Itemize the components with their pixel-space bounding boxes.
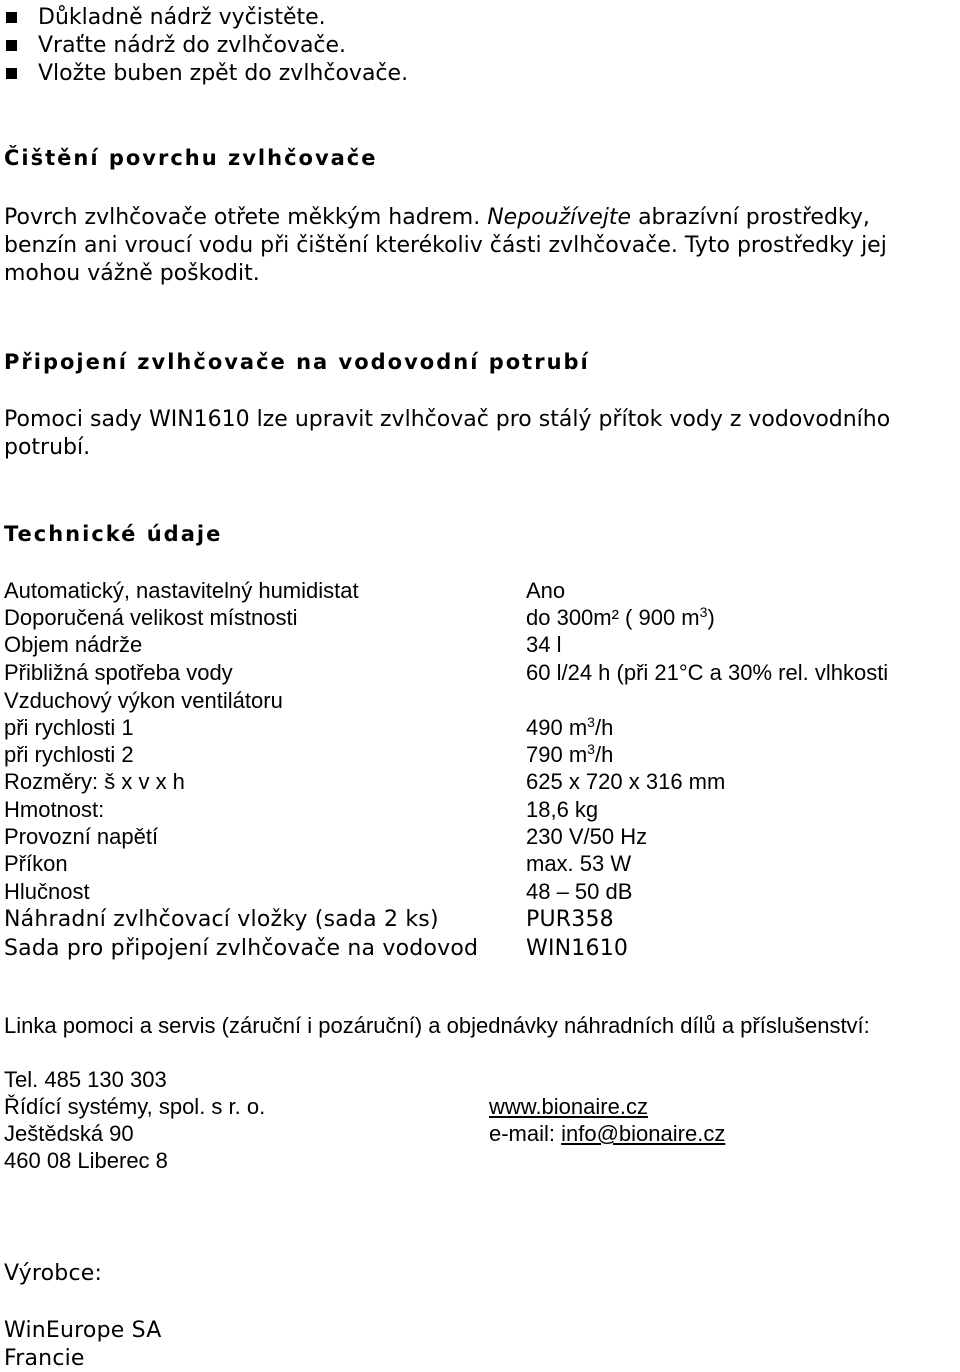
spec-label: při rychlosti 1 — [4, 715, 134, 740]
square-bullet-icon — [6, 68, 17, 79]
spec-label: Vzduchový výkon ventilátoru — [4, 688, 283, 713]
service-city: 460 08 Liberec 8 — [4, 1148, 168, 1173]
spec-value-main: do 300m² ( 900 m — [526, 605, 700, 630]
connection-heading: Připojení zvlhčovače na vodovodní potrubí — [4, 350, 590, 374]
spec-row — [4, 688, 944, 715]
spec-label: Sada pro připojení zvlhčovače na vodovod — [4, 936, 479, 961]
email-link[interactable]: info@bionaire.cz — [561, 1121, 726, 1146]
spec-label: Přibližná spotřeba vody — [4, 660, 233, 685]
spec-value-suffix: /h — [594, 715, 614, 740]
connection-line-1: Pomoci sady WIN1610 lze upravit zvlhčovač pro stálý přítok vody z vodovodního — [4, 407, 891, 432]
spec-value — [526, 715, 613, 741]
connection-paragraph — [4, 406, 890, 462]
spec-value: PUR358 — [526, 907, 614, 932]
list-item-text: Vraťte nádrž do zvlhčovače. — [38, 33, 347, 58]
email-label: e-mail: — [489, 1121, 562, 1146]
instruction-list — [0, 4, 408, 88]
list-item — [0, 4, 408, 32]
website-link[interactable]: www.bionaire.cz — [489, 1094, 648, 1119]
spec-value: 230 V/50 Hz — [526, 824, 648, 849]
spec-value-superscript: 3 — [587, 741, 595, 757]
cleaning-line-1 — [4, 204, 887, 232]
spec-value-suffix: /h — [594, 742, 614, 767]
square-bullet-icon — [6, 12, 17, 23]
service-company: Řídící systémy, spol. s r. o. — [4, 1094, 266, 1119]
spec-value: 48 – 50 dB — [526, 879, 633, 904]
specs-heading: Technické údaje — [4, 522, 223, 546]
cleaning-line-1-start: Povrch zvlhčovače otřete měkkým hadrem. — [4, 205, 488, 230]
list-item-text: Vložte buben zpět do zvlhčovače. — [38, 61, 409, 86]
square-bullet-icon — [6, 40, 17, 51]
cleaning-paragraph — [4, 204, 887, 288]
spec-row — [4, 632, 944, 659]
spec-value — [526, 742, 613, 768]
spec-row — [4, 797, 944, 824]
spec-value: max. 53 W — [526, 851, 632, 876]
service-intro: Linka pomoci a servis (záruční i pozáruční) a objednávky náhradních dílů a příslušenství: — [4, 1013, 870, 1038]
spec-value: 625 x 720 x 316 mm — [526, 769, 726, 794]
manufacturer-label: Výrobce: — [4, 1261, 103, 1286]
cleaning-line-1-end: abrazívní prostředky, — [631, 205, 870, 230]
spec-label: při rychlosti 2 — [4, 742, 134, 767]
spec-value: 34 l — [526, 632, 562, 657]
spec-value: 18,6 kg — [526, 797, 599, 822]
spec-label: Hmotnost: — [4, 797, 105, 822]
manufacturer-name: WinEurope SA — [4, 1318, 162, 1343]
spec-label: Příkon — [4, 851, 68, 876]
spec-row — [4, 824, 944, 851]
list-item-text: Důkladně nádrž vyčistěte. — [38, 5, 326, 30]
service-email-wrap — [489, 1121, 725, 1147]
spec-row — [4, 907, 944, 934]
cleaning-heading: Čištění povrchu zvlhčovače — [4, 146, 378, 170]
spec-value-superscript: 3 — [699, 604, 708, 620]
spec-row — [4, 879, 944, 906]
spec-row — [4, 769, 944, 796]
spec-row — [4, 605, 944, 632]
connection-line-2: potrubí. — [4, 435, 91, 460]
spec-label: Objem nádrže — [4, 632, 143, 657]
service-phone: Tel. 485 130 303 — [4, 1067, 167, 1092]
spec-value-superscript: 3 — [587, 714, 595, 730]
manufacturer-country: Francie — [4, 1346, 85, 1371]
spec-value: Ano — [526, 578, 566, 603]
spec-value: 60 l/24 h (při 21°C a 30% rel. vlhkosti — [526, 660, 889, 685]
spec-value — [526, 605, 715, 631]
spec-row — [4, 660, 944, 687]
spec-value-main: 490 m — [526, 715, 588, 740]
spec-row — [4, 936, 944, 963]
spec-row — [4, 742, 944, 769]
spec-row — [4, 578, 944, 605]
spec-label: Doporučená velikost místnosti — [4, 605, 298, 630]
list-item — [0, 32, 408, 60]
cleaning-warning-word: Nepoužívejte — [487, 205, 632, 230]
spec-value: WIN1610 — [526, 936, 629, 961]
cleaning-line-2: benzín ani vroucí vodu při čištění kterékoliv části zvlhčovače. Tyto prostředky jej — [4, 233, 887, 258]
spec-value-suffix: ) — [707, 605, 715, 630]
service-street: Ještědská 90 — [4, 1121, 134, 1146]
service-website-wrap — [489, 1094, 648, 1120]
spec-label: Provozní napětí — [4, 824, 159, 849]
cleaning-line-3: mohou vážně poškodit. — [4, 261, 260, 286]
spec-label: Rozměry: š x v x h — [4, 769, 185, 794]
spec-row — [4, 715, 944, 742]
spec-label: Hlučnost — [4, 879, 90, 904]
spec-label: Náhradní zvlhčovací vložky (sada 2 ks) — [4, 907, 439, 932]
spec-row — [4, 851, 944, 878]
spec-value-main: 790 m — [526, 742, 588, 767]
spec-label: Automatický, nastavitelný humidistat — [4, 578, 359, 603]
list-item — [0, 60, 408, 88]
